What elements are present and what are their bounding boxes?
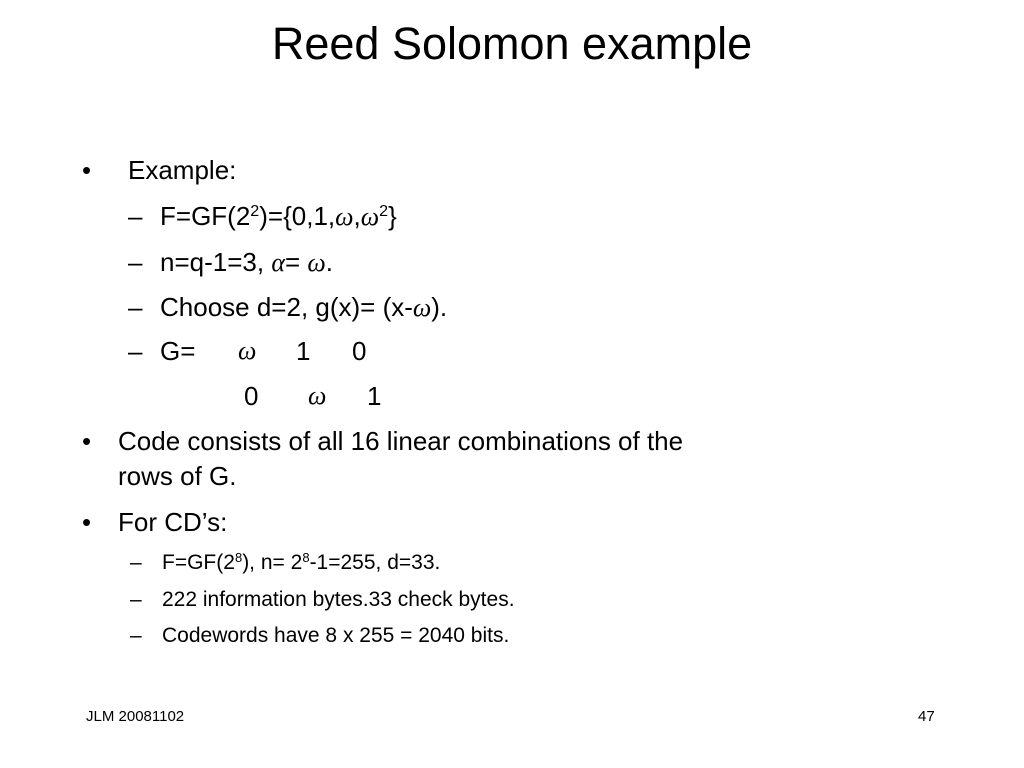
bullet-example-text: Example: <box>128 155 237 185</box>
matrix-cell: 0 <box>244 381 259 411</box>
sub-bullet-marker: – <box>130 588 142 611</box>
code-description-line1: Code consists of all 16 linear combinations of the <box>118 426 684 456</box>
alpha-symbol: α <box>271 248 285 277</box>
slide-title: Reed Solomon example <box>271 18 753 69</box>
omega-symbol: ω <box>360 202 380 231</box>
code-description-line2: rows of G. <box>118 461 237 491</box>
matrix-cell: 1 <box>296 336 311 366</box>
cd-codewords-text: Codewords have 8 x 255 = 2040 bits. <box>162 624 510 647</box>
omega-symbol: ω <box>412 293 432 322</box>
cd-bytes-text: 222 information bytes.33 check bytes. <box>162 588 515 611</box>
sub-bullet-marker: – <box>128 247 143 277</box>
sub-bullet-marker: – <box>128 201 143 231</box>
sub-bullet-marker: – <box>128 336 143 366</box>
slide-number: 47 <box>918 708 935 725</box>
matrix-cell: 0 <box>352 336 367 366</box>
length-definition-text: n=q-1=3, α= ω. <box>160 247 333 277</box>
field-definition-text: $F=GF(2^2)=\{0,1,\omega,\omega^2\}$ <box>160 201 397 231</box>
bullet-marker: • <box>82 155 92 185</box>
footer-author-date: JLM 20081102 <box>86 708 185 725</box>
cd-field-text: $F=GF(2^8)$, $n= 2^8-1=255$, d=33. <box>162 549 441 574</box>
bullet-marker: • <box>82 426 92 456</box>
matrix-label: G= <box>160 336 196 366</box>
sub-bullet-marker: – <box>128 292 143 322</box>
matrix-cell: ω <box>238 336 257 365</box>
sub-bullet-marker: – <box>130 624 142 647</box>
generator-polynomial-text: Choose d=2, g(x)= (x-ω). <box>160 292 448 322</box>
omega-symbol: ω <box>335 202 354 231</box>
matrix-cell: ω <box>308 381 327 410</box>
matrix-cell: 1 <box>367 381 382 411</box>
omega-symbol: ω <box>307 248 326 277</box>
sub-bullet-marker: – <box>130 551 142 574</box>
bullet-marker: • <box>82 507 92 537</box>
cd-heading-text: For CD’s: <box>118 507 228 537</box>
